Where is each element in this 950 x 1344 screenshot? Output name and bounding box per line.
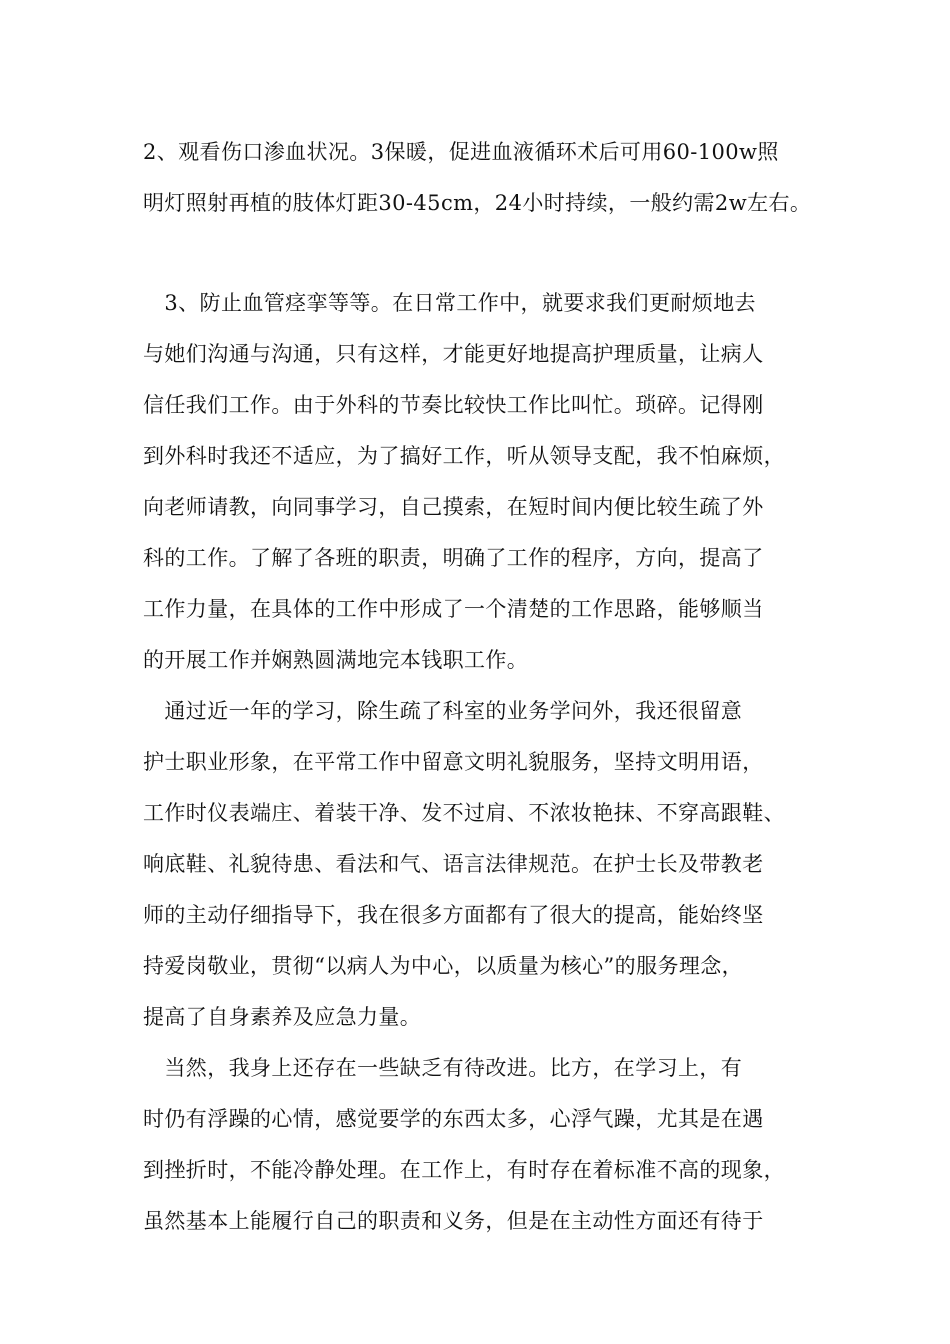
text-line-7: 向老师请教，向同事学习，自己摸索，在短时间内便比较生疏了外: [143, 495, 764, 519]
text-line-1: 2、观看伤口渗血状况。3保暖，促进血液循环术后可用60-100w照: [143, 140, 779, 164]
text-line-18: 当然，我身上还存在一些缺乏有待改进。比方，在学习上，有: [143, 1056, 743, 1080]
text-line-20: 到挫折时，不能冷静处理。在工作上，有时存在着标准不高的现象，: [143, 1158, 785, 1182]
text-line-16: 持爱岗敬业，贯彻“以病人为中心，以质量为核心”的服务理念，: [143, 954, 744, 978]
text-line-5: 信任我们工作。由于外科的节奏比较快工作比叫忙。琐碎。记得刚: [143, 393, 764, 417]
text-line-14: 响底鞋、礼貌待患、看法和气、语言法律规范。在护士长及带教老: [143, 852, 764, 876]
text-line-10: 的开展工作并娴熟圆满地完本钱职工作。: [143, 648, 529, 672]
text-line-12: 护士职业形象，在平常工作中留意文明礼貌服务，坚持文明用语，: [143, 750, 764, 774]
text-line-8: 科的工作。了解了各班的职责，明确了工作的程序，方向，提高了: [143, 546, 764, 570]
text-line-19: 时仍有浮躁的心情，感觉要学的东西太多，心浮气躁，尤其是在遇: [143, 1107, 764, 1131]
text-line-4: 与她们沟通与沟通，只有这样，才能更好地提高护理质量，让病人: [143, 342, 764, 366]
text-line-6: 到外科时我还不适应，为了搞好工作，听从领导支配，我不怕麻烦，: [143, 444, 785, 468]
text-line-3: 3、防止血管痉挛等等。在日常工作中，就要求我们更耐烦地去: [143, 291, 756, 315]
text-line-21: 虽然基本上能履行自己的职责和义务，但是在主动性方面还有待于: [143, 1209, 764, 1233]
text-line-2: 明灯照射再植的肢体灯距30-45cm，24小时持续，一般约需2w左右。: [143, 191, 812, 215]
text-line-17: 提高了自身素养及应急力量。: [143, 1005, 422, 1029]
text-line-15: 师的主动仔细指导下，我在很多方面都有了很大的提高，能始终坚: [143, 903, 764, 927]
text-line-13: 工作时仪表端庄、着装干净、发不过肩、不浓妆艳抹、不穿高跟鞋、: [143, 801, 785, 825]
text-line-9: 工作力量，在具体的工作中形成了一个清楚的工作思路，能够顺当: [143, 597, 764, 621]
text-line-11: 通过近一年的学习，除生疏了科室的业务学问外，我还很留意: [143, 699, 743, 723]
